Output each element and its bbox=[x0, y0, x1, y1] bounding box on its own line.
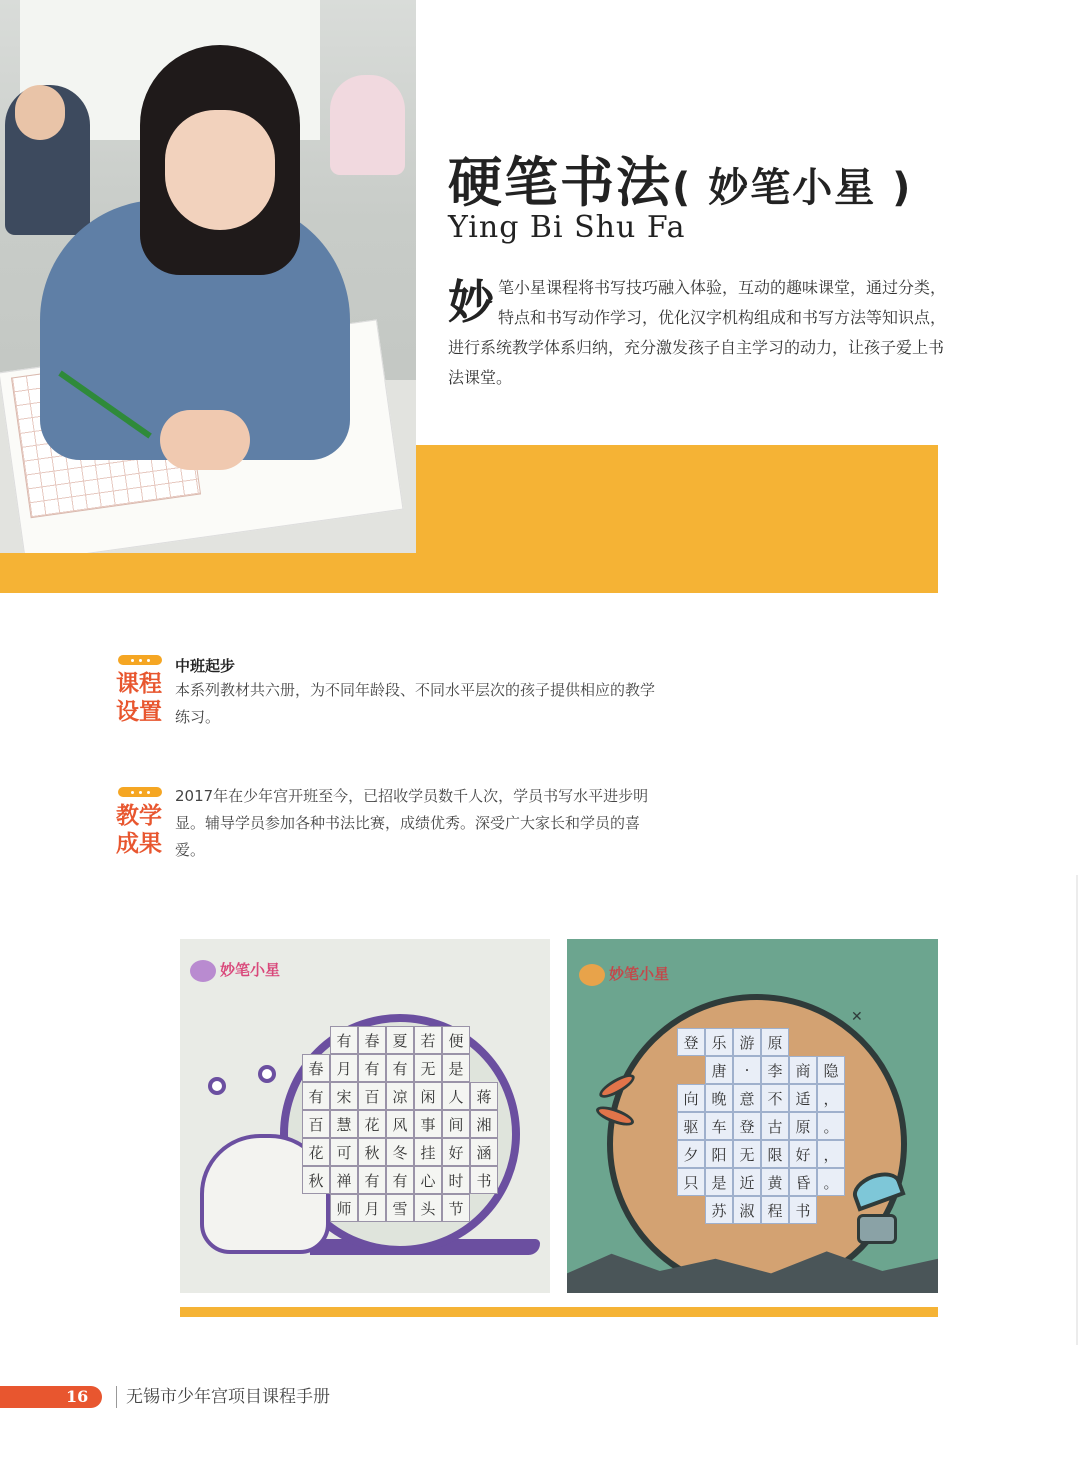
grid-cell: 百 bbox=[358, 1082, 386, 1110]
grid-cell: 无 bbox=[414, 1054, 442, 1082]
section-label-course: 课程设置 bbox=[116, 671, 162, 725]
grid-cell bbox=[302, 1194, 330, 1222]
grid-cell bbox=[845, 1084, 873, 1112]
student-writing-photo bbox=[0, 0, 416, 553]
grid-cell: 乐 bbox=[705, 1028, 733, 1056]
grid-cell: 有 bbox=[302, 1082, 330, 1110]
grid-cell: 是 bbox=[705, 1168, 733, 1196]
grid-cell: 近 bbox=[733, 1168, 761, 1196]
mascot-icon bbox=[190, 960, 216, 982]
grid-cell: 是 bbox=[442, 1054, 470, 1082]
grid-cell: 车 bbox=[705, 1112, 733, 1140]
grid-cell: 禅 bbox=[330, 1166, 358, 1194]
grid-cell: 原 bbox=[789, 1112, 817, 1140]
grid-cell: 间 bbox=[442, 1110, 470, 1138]
title-main: 硬笔书法 bbox=[448, 151, 672, 214]
grid-cell: 适 bbox=[789, 1084, 817, 1112]
grid-cell: 黄 bbox=[761, 1168, 789, 1196]
snail-antenna-icon bbox=[208, 1077, 226, 1095]
grid-cell: 湘 bbox=[470, 1110, 498, 1138]
grid-cell: 花 bbox=[358, 1110, 386, 1138]
grid-cell: 有 bbox=[386, 1166, 414, 1194]
grid-cell: 好 bbox=[442, 1138, 470, 1166]
grid-cell: ， bbox=[817, 1140, 845, 1168]
worksheet-brand: 妙笔小星 bbox=[190, 959, 280, 982]
page-number: 16 bbox=[66, 1387, 89, 1406]
grid-cell: 事 bbox=[414, 1110, 442, 1138]
grid-cell bbox=[817, 1028, 845, 1056]
grid-cell: 书 bbox=[789, 1196, 817, 1224]
grid-cell bbox=[302, 1026, 330, 1054]
section-heading-course: 中班起步 bbox=[175, 657, 236, 675]
grid-cell: 意 bbox=[733, 1084, 761, 1112]
grid-cell: 便 bbox=[442, 1026, 470, 1054]
grid-cell: · bbox=[733, 1056, 761, 1084]
grid-cell: 古 bbox=[761, 1112, 789, 1140]
section-dots-icon bbox=[118, 787, 162, 797]
grid-cell: 驱 bbox=[677, 1112, 705, 1140]
grid-cell: 夏 bbox=[386, 1026, 414, 1054]
grid-cell bbox=[845, 1196, 873, 1224]
grid-cell: 书 bbox=[470, 1166, 498, 1194]
section-text-results: 2017年在少年宫开班至今，已招收学员数千人次，学员书写水平进步明显。辅导学员参加各种书法比赛，成绩优秀。深受广大家长和学员的喜爱。 bbox=[175, 787, 649, 859]
grid-cell bbox=[845, 1140, 873, 1168]
intro-text: 笔小星课程将书写技巧融入体验，互动的趣味课堂，通过分类，特点和书写动作学习，优化汉字机构组成和书写方法等知识点，进行系统教学体系归纳，充分激发孩子自主学习的动力，让孩子爱上书法课堂。 bbox=[448, 278, 947, 387]
section-dots-icon bbox=[118, 655, 162, 665]
grid-cell bbox=[845, 1056, 873, 1084]
grid-cell: 无 bbox=[733, 1140, 761, 1168]
star-icon: ✕ bbox=[851, 1009, 863, 1025]
title-pinyin: Ying Bi Shu Fa bbox=[448, 210, 686, 245]
grid-cell bbox=[845, 1028, 873, 1056]
grid-cell: 不 bbox=[761, 1084, 789, 1112]
grid-cell: 风 bbox=[386, 1110, 414, 1138]
grid-cell: 百 bbox=[302, 1110, 330, 1138]
grid-cell: 阳 bbox=[705, 1140, 733, 1168]
grid-cell: 时 bbox=[442, 1166, 470, 1194]
grid-cell: 春 bbox=[358, 1026, 386, 1054]
grid-cell: 可 bbox=[330, 1138, 358, 1166]
grid-cell: 限 bbox=[761, 1140, 789, 1168]
grid-cell: 节 bbox=[442, 1194, 470, 1222]
grid-cell: 月 bbox=[358, 1194, 386, 1222]
grid-cell: 闲 bbox=[414, 1082, 442, 1110]
grid-cell: 心 bbox=[414, 1166, 442, 1194]
grid-cell: 程 bbox=[761, 1196, 789, 1224]
worksheet-brand: 妙笔小星 bbox=[579, 963, 669, 986]
grid-cell: 有 bbox=[358, 1054, 386, 1082]
grid-cell: 慧 bbox=[330, 1110, 358, 1138]
grid-cell: 秋 bbox=[358, 1138, 386, 1166]
orange-divider bbox=[180, 1307, 938, 1317]
grid-cell: 涵 bbox=[470, 1138, 498, 1166]
grid-cell bbox=[677, 1196, 705, 1224]
section-label-results: 教学成果 bbox=[116, 803, 162, 857]
section-text-course: 本系列教材共六册，为不同年龄段、不同水平层次的孩子提供相应的教学练习。 bbox=[175, 681, 656, 726]
grid-cell: 有 bbox=[358, 1166, 386, 1194]
grid-cell bbox=[817, 1196, 845, 1224]
grid-cell: 。 bbox=[817, 1112, 845, 1140]
character-grid bbox=[302, 1026, 498, 1222]
grid-cell: 夕 bbox=[677, 1140, 705, 1168]
character-grid bbox=[677, 1028, 873, 1224]
grid-cell bbox=[470, 1054, 498, 1082]
grid-cell: ， bbox=[817, 1084, 845, 1112]
grid-cell: 月 bbox=[330, 1054, 358, 1082]
grid-cell: 李 bbox=[761, 1056, 789, 1084]
grid-cell: 有 bbox=[386, 1054, 414, 1082]
grid-cell: 挂 bbox=[414, 1138, 442, 1166]
grid-cell: 隐 bbox=[817, 1056, 845, 1084]
grid-cell: 冬 bbox=[386, 1138, 414, 1166]
grid-cell: 商 bbox=[789, 1056, 817, 1084]
grid-cell bbox=[677, 1056, 705, 1084]
page-edge-mark bbox=[1076, 875, 1078, 1345]
grid-cell: 雪 bbox=[386, 1194, 414, 1222]
footer-divider bbox=[116, 1386, 117, 1408]
grid-cell: 宋 bbox=[330, 1082, 358, 1110]
grid-cell: 只 bbox=[677, 1168, 705, 1196]
grid-cell: 登 bbox=[733, 1112, 761, 1140]
grid-cell: 秋 bbox=[302, 1166, 330, 1194]
page-title bbox=[448, 140, 912, 217]
mascot-icon bbox=[579, 964, 605, 986]
worksheet-moon bbox=[567, 939, 938, 1293]
grid-cell: 昏 bbox=[789, 1168, 817, 1196]
intro-dropcap: 妙 bbox=[448, 275, 494, 329]
grid-cell: 唐 bbox=[705, 1056, 733, 1084]
grid-cell: 师 bbox=[330, 1194, 358, 1222]
grid-cell bbox=[845, 1112, 873, 1140]
grid-cell bbox=[470, 1194, 498, 1222]
grid-cell bbox=[789, 1028, 817, 1056]
grid-cell: 好 bbox=[789, 1140, 817, 1168]
title-subtitle: ( 妙笔小星 ) bbox=[672, 165, 913, 211]
grid-cell: 向 bbox=[677, 1084, 705, 1112]
grid-cell: 游 bbox=[733, 1028, 761, 1056]
grid-cell: 头 bbox=[414, 1194, 442, 1222]
grid-cell: 蒋 bbox=[470, 1082, 498, 1110]
grid-cell: 若 bbox=[414, 1026, 442, 1054]
snail-antenna-icon bbox=[258, 1065, 276, 1083]
grid-cell: 春 bbox=[302, 1054, 330, 1082]
worksheet-snail bbox=[180, 939, 550, 1293]
grid-cell: 登 bbox=[677, 1028, 705, 1056]
grid-cell: 苏 bbox=[705, 1196, 733, 1224]
grid-cell: 原 bbox=[761, 1028, 789, 1056]
grid-cell: 淑 bbox=[733, 1196, 761, 1224]
footer-title: 无锡市少年宫项目课程手册 bbox=[126, 1387, 330, 1407]
grid-cell: 凉 bbox=[386, 1082, 414, 1110]
grid-cell: 人 bbox=[442, 1082, 470, 1110]
intro-paragraph bbox=[448, 273, 946, 393]
grid-cell bbox=[845, 1168, 873, 1196]
grid-cell bbox=[470, 1026, 498, 1054]
grid-cell: 。 bbox=[817, 1168, 845, 1196]
grid-cell: 花 bbox=[302, 1138, 330, 1166]
grid-cell: 晚 bbox=[705, 1084, 733, 1112]
grid-cell: 有 bbox=[330, 1026, 358, 1054]
